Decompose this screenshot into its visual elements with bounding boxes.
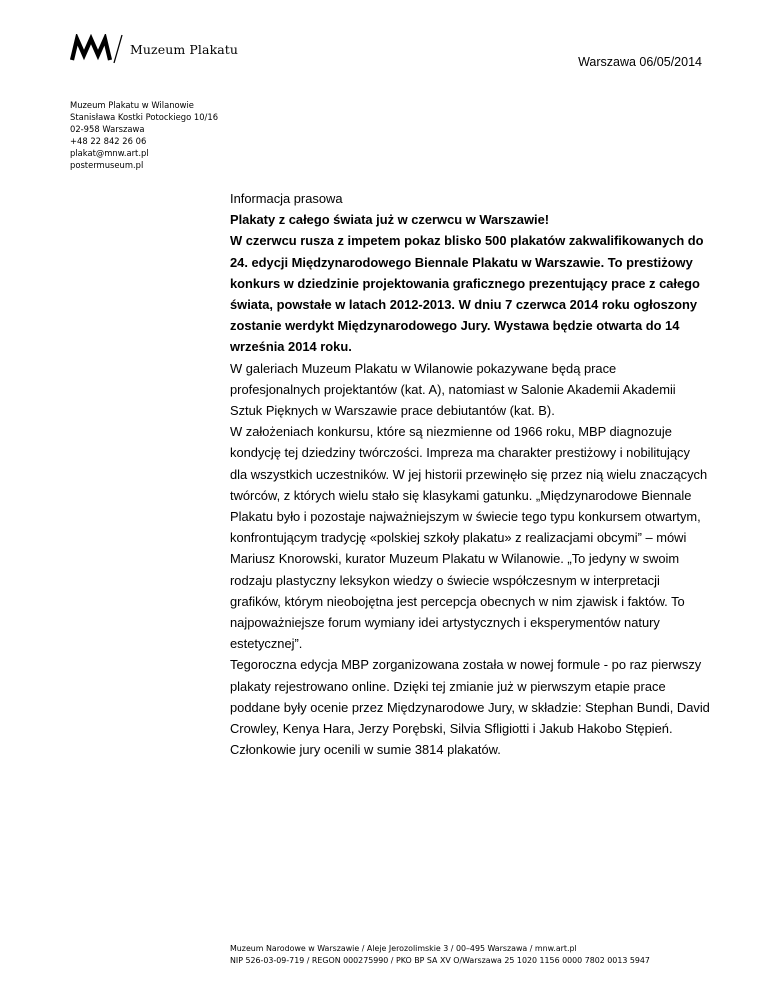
footer-address: Muzeum Narodowe w Warszawie / Aleje Jerozolimskie 3 / 00–495 Warszawa / mnw.art.pl	[230, 944, 577, 953]
body-paragraph-jury: Tegoroczna edycja MBP zorganizowana została w nowej formule - po raz pierwszy plakaty rejestrowano online. Dzięki tej zmianie już w pierwszym etapie prace poddane były ocenie przez Międzynarodowe Jury, w składzie: Stephan Bundi, David Crowley, Kenya Hara, Jerzy Porębski, Silvia Sfligiotti i Jakub Hakobo Stępień. Członkowie jury ocenili w sumie 3814 plakatów.	[230, 657, 710, 758]
page-footer	[230, 943, 650, 967]
museum-name: Muzeum Plakatu	[130, 41, 239, 57]
body-paragraph-galleries: W galeriach Muzeum Plakatu w Wilanowie pokazywane będą prace profesjonalnych projektantów (kat. A), natomiast w Salonie Akademii Akademii Sztuk Pięknych w Warszawie prace debiutantów (kat. B).	[230, 360, 676, 419]
address-line: Stanisława Kostki Potockiego 10/16	[70, 111, 219, 122]
mnw-logo-mark-icon	[70, 34, 124, 64]
address-line: 02-958 Warszawa	[70, 123, 145, 134]
body-paragraph-history: W założeniach konkursu, które są niezmienne od 1966 roku, MBP diagnozuje kondycję tej dziedziny twórczości. Impreza ma charakter prestiżowy i nobilitujący dla wszystkich uczestników. W jej historii przewinęło się przez nią wielu znaczących twórców, z których wielu stało się klasykami gatunku. „Międzynarodowe Biennale Plakatu było i pozostaje najważniejszym w świecie tego typu konkursem otwartym, konfrontującym tradycję «polskiej szkoły plakatu» z realizacjami obcymi” – mówi Mariusz Knorowski, kurator Muzeum Plakatu w Wilanowie. „To jedyny w swoim rodzaju plastyczny leksykon wiedzy o świecie współczesnym w interpretacji grafików, którym nieobojętna jest percepcja obecnych w nim zjawisk i faktów. To najpoważniejsze forum wymiany idei artystycznych i eksperymentów natury estetycznej”.	[230, 424, 708, 652]
press-release-body	[230, 188, 710, 760]
document-type-label: Informacja prasowa	[230, 191, 343, 206]
footer-registration: NIP 526-03-09-719 / REGON 000275990 / PKO BP SA XV O/Warszawa 25 1020 1156 0000 7802 0013 5947	[230, 956, 650, 966]
press-release-headline: Plakaty z całego świata już w czerwcu w Warszawie!	[230, 212, 550, 228]
address-email: plakat@mnw.art.pl	[70, 147, 149, 158]
document-date: Warszawa 06/05/2014	[578, 55, 702, 69]
lead-paragraph: W czerwcu rusza z impetem pokaz blisko 500 plakatów zakwalifikowanych do 24. edycji Międzynarodowego Biennale Plakatu w Warszawie. To prestiżowy konkurs w dziedzinie projektowania graficznego prezentujący prace z całego świata, powstałe w latach 2012-2013. W dniu 7 czerwca 2014 roku ogłoszony zostanie werdykt Międzynarodowego Jury. Wystawa będzie otwarta do 14 września 2014 roku.	[230, 233, 704, 355]
address-line: Muzeum Plakatu w Wilanowie	[70, 100, 194, 110]
address-phone: +48 22 842 26 06	[70, 135, 147, 146]
museum-address	[70, 100, 218, 171]
address-website: postermuseum.pl	[70, 159, 144, 170]
museum-logo	[70, 34, 238, 64]
